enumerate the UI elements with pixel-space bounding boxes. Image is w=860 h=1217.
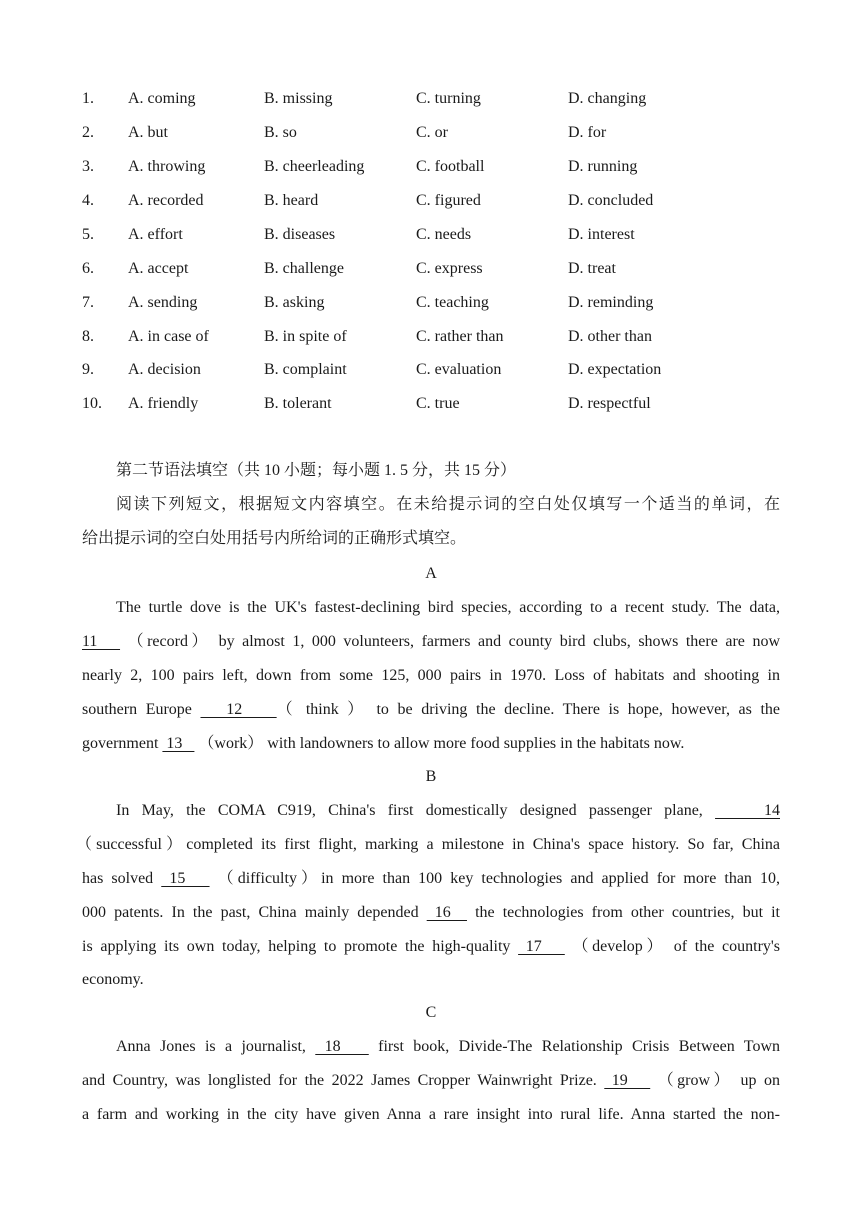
line-text: 000 patents. In the past, China mainly depended: [82, 904, 427, 921]
passage-line: （successful）completed its first flight, marking a milestone in China's space history. So far, China: [76, 836, 780, 853]
passage-line: [82, 732, 780, 756]
option-b: B. so: [264, 124, 297, 141]
option-d: D. expectation: [568, 361, 662, 378]
option-b: B. cheerleading: [264, 158, 365, 175]
option-c: C. true: [416, 395, 460, 412]
option-d: D. treat: [568, 260, 616, 277]
line-text: and Country, was longlisted for the 2022 James Cropper Wainwright Prize.: [82, 1072, 605, 1089]
option-a: A. decision: [128, 361, 201, 378]
option-a: A. in case of: [128, 328, 209, 345]
blank-18: 18: [315, 1038, 369, 1055]
question-number: 8.: [82, 328, 94, 345]
line-text: government: [82, 735, 163, 752]
passage-label: C: [425, 1004, 437, 1021]
option-c: C. or: [416, 124, 448, 141]
passage-line: [82, 1035, 780, 1059]
question-number: 4.: [82, 192, 94, 209]
line-text: （record） by almost 1, 000 volunteers, farmers and county bird clubs, shows there are now: [120, 633, 780, 650]
line-text: first book, Divide-The Relationship Crisis Between Town: [368, 1038, 781, 1055]
passage-line: [82, 935, 780, 959]
passage-line: [82, 901, 780, 925]
option-d: D. changing: [568, 90, 647, 107]
option-c: C. needs: [416, 226, 472, 243]
option-a: A. accept: [128, 260, 189, 277]
blank-13: 13: [162, 735, 195, 752]
passage-line: [82, 630, 780, 654]
passage-line: [82, 867, 780, 891]
option-d: D. reminding: [568, 294, 654, 311]
passage-label: A: [425, 565, 437, 582]
passage-line: [82, 799, 780, 823]
passage-line: The turtle dove is the UK's fastest-declining bird species, according to a recent study. The data,: [116, 599, 780, 616]
option-c: C. figured: [416, 192, 481, 209]
question-number: 1.: [82, 90, 94, 107]
line-text: southern Europe: [82, 701, 201, 718]
option-c: C. express: [416, 260, 483, 277]
line-text: （ think ） to be driving the decline. There is hope, however, as the: [276, 701, 781, 718]
option-d: D. interest: [568, 226, 635, 243]
blank-12: 12: [200, 701, 277, 718]
passage-line: nearly 2, 100 pairs left, down from some 125, 000 pairs in 1970. Loss of habitats and shooting in: [82, 667, 780, 684]
option-a: A. friendly: [128, 395, 199, 412]
question-number: 9.: [82, 361, 94, 378]
line-text: is applying its own today, helping to promote the high-quality: [82, 938, 519, 955]
question-number: 10.: [82, 395, 102, 412]
question-number: 5.: [82, 226, 94, 243]
question-number: 3.: [82, 158, 94, 175]
blank-16: 16: [426, 904, 467, 921]
blank-19: 19: [604, 1072, 651, 1089]
line-text: （grow） up on: [650, 1072, 780, 1089]
blank-11: 11: [82, 633, 121, 650]
passage-line: economy.: [82, 971, 144, 988]
option-c: C. turning: [416, 90, 481, 107]
line-text: In May, the COMA C919, China's first domestically designed passenger plane,: [116, 802, 716, 819]
option-b: B. tolerant: [264, 395, 332, 412]
option-a: A. sending: [128, 294, 198, 311]
option-d: D. running: [568, 158, 638, 175]
passage-line: [82, 698, 780, 722]
option-b: B. heard: [264, 192, 319, 209]
passage-line: a farm and working in the city have given Anna a rare insight into rural life. Anna started the non-: [82, 1106, 780, 1123]
question-number: 2.: [82, 124, 94, 141]
option-c: C. football: [416, 158, 485, 175]
option-a: A. recorded: [128, 192, 204, 209]
option-c: C. rather than: [416, 328, 504, 345]
blank-15: 15: [161, 870, 210, 887]
line-text: Anna Jones is a journalist,: [116, 1038, 316, 1055]
line-text: （difficulty）in more than 100 key technologies and applied for more than 10,: [209, 870, 780, 887]
option-b: B. in spite of: [264, 328, 347, 345]
option-c: C. evaluation: [416, 361, 502, 378]
line-text: （work） with landowners to allow more food supplies in the habitats now.: [194, 735, 685, 752]
blank-17: 17: [518, 938, 565, 955]
option-d: D. for: [568, 124, 607, 141]
line-text: the technologies from other countries, but it: [466, 904, 780, 921]
option-a: A. effort: [128, 226, 183, 243]
option-d: D. other than: [568, 328, 652, 345]
passage-line: [82, 1069, 780, 1093]
option-d: D. concluded: [568, 192, 654, 209]
section-heading: 第二节语法填空（共 10 小题；每小题 1. 5 分，共 15 分）: [116, 462, 517, 479]
option-b: B. diseases: [264, 226, 336, 243]
option-b: B. complaint: [264, 361, 347, 378]
option-a: A. but: [128, 124, 168, 141]
question-number: 6.: [82, 260, 94, 277]
option-c: C. teaching: [416, 294, 489, 311]
line-text: （develop） of the country's: [564, 938, 781, 955]
instruction-line: 给出提示词的空白处用括号内所给词的正确形式填空。: [82, 530, 467, 547]
option-b: B. challenge: [264, 260, 344, 277]
option-d: D. respectful: [568, 395, 651, 412]
instruction-line: 阅读下列短文，根据短文内容填空。在未给提示词的空白处仅填写一个适当的单词，在: [116, 496, 780, 513]
option-a: A. throwing: [128, 158, 206, 175]
blank-14: 14: [715, 802, 780, 819]
line-text: has solved: [82, 870, 162, 887]
option-b: B. asking: [264, 294, 325, 311]
question-number: 7.: [82, 294, 94, 311]
option-b: B. missing: [264, 90, 333, 107]
passage-label: B: [425, 768, 437, 785]
option-a: A. coming: [128, 90, 196, 107]
